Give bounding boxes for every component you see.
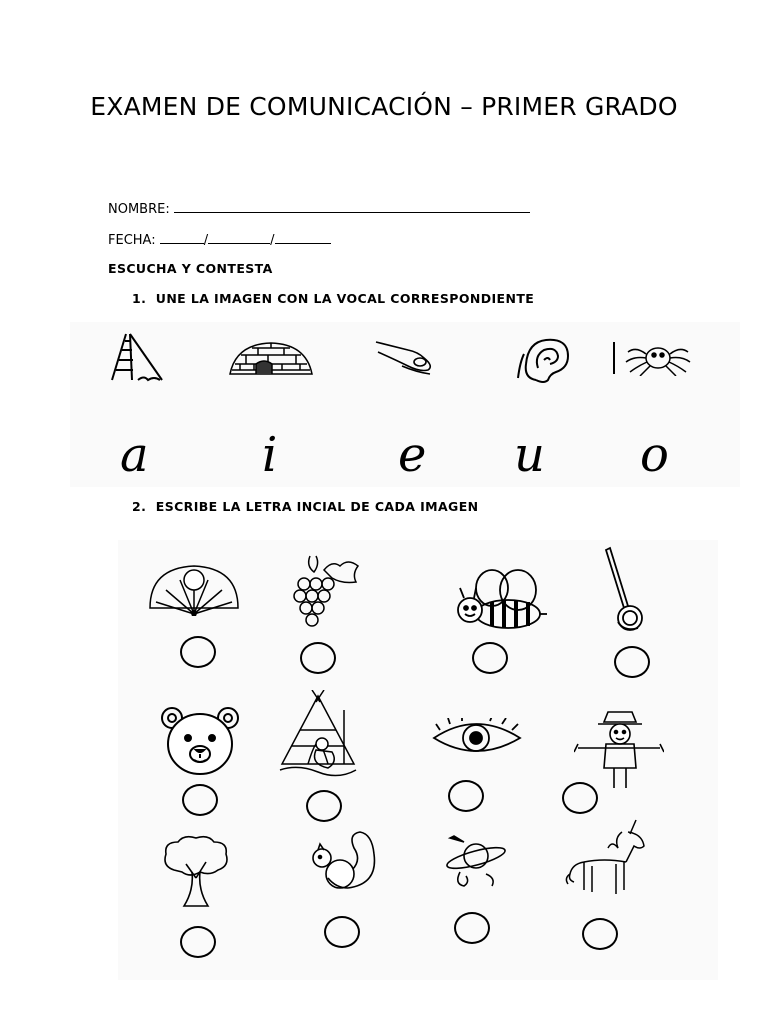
vowel-u[interactable]: u <box>514 427 545 483</box>
spoon-icon <box>598 546 658 634</box>
answer-circle-planet[interactable] <box>454 912 490 944</box>
eye-icon <box>432 718 522 758</box>
fan-icon <box>146 562 242 616</box>
answer-circle-grapes[interactable] <box>300 642 336 674</box>
planet-icon <box>440 832 510 888</box>
answer-circle-unicorn[interactable] <box>582 918 618 950</box>
scarecrow-icon <box>574 708 664 790</box>
answer-circle-fan[interactable] <box>180 636 216 668</box>
page-title: EXAMEN DE COMUNICACIÓN – PRIMER GRADO <box>90 92 678 121</box>
date-year-line[interactable] <box>275 231 331 244</box>
finger-icon <box>374 336 438 376</box>
question-2-text: ESCRIBE LA LETRA INCIAL DE CADA IMAGEN <box>155 499 479 514</box>
question-2 <box>132 499 479 514</box>
answer-circle-bee[interactable] <box>472 642 508 674</box>
bear-icon <box>160 706 240 776</box>
date-day-line[interactable] <box>160 231 204 244</box>
answer-circle-tree[interactable] <box>180 926 216 958</box>
unicorn-icon <box>564 818 654 898</box>
name-field <box>108 200 530 217</box>
question-1-number: 1. <box>132 291 147 306</box>
vowel-a[interactable]: a <box>120 427 149 483</box>
answer-circle-teepee[interactable] <box>306 790 342 822</box>
spider-icon <box>610 340 700 376</box>
igloo-icon <box>226 340 316 376</box>
teepee-icon <box>278 690 358 780</box>
vowel-row <box>0 427 768 490</box>
question-1 <box>132 291 534 306</box>
answer-circle-spoon[interactable] <box>614 646 650 678</box>
date-month-line[interactable] <box>208 231 270 244</box>
name-line[interactable] <box>174 200 530 213</box>
grapes-icon <box>292 552 364 632</box>
bee-icon <box>452 566 548 632</box>
vowel-e[interactable]: e <box>398 427 427 483</box>
squirrel-icon <box>308 830 378 892</box>
question-2-number: 2. <box>132 499 147 514</box>
vowel-o[interactable]: o <box>640 427 669 483</box>
date-field: FECHA: / / <box>108 231 331 248</box>
ladder-icon <box>108 330 172 382</box>
name-label: NOMBRE: <box>108 202 170 217</box>
answer-circle-scarecrow[interactable] <box>562 782 598 814</box>
ear-icon <box>516 334 578 384</box>
section-heading: ESCUCHA Y CONTESTA <box>108 261 273 276</box>
answer-circle-squirrel[interactable] <box>324 916 360 948</box>
date-label: FECHA: <box>108 233 156 248</box>
answer-circle-eye[interactable] <box>448 780 484 812</box>
vowel-i[interactable]: i <box>262 427 278 483</box>
question-1-text: UNE LA IMAGEN CON LA VOCAL CORRESPONDIENTE <box>155 291 535 306</box>
answer-circle-bear[interactable] <box>182 784 218 816</box>
tree-icon <box>160 834 232 910</box>
